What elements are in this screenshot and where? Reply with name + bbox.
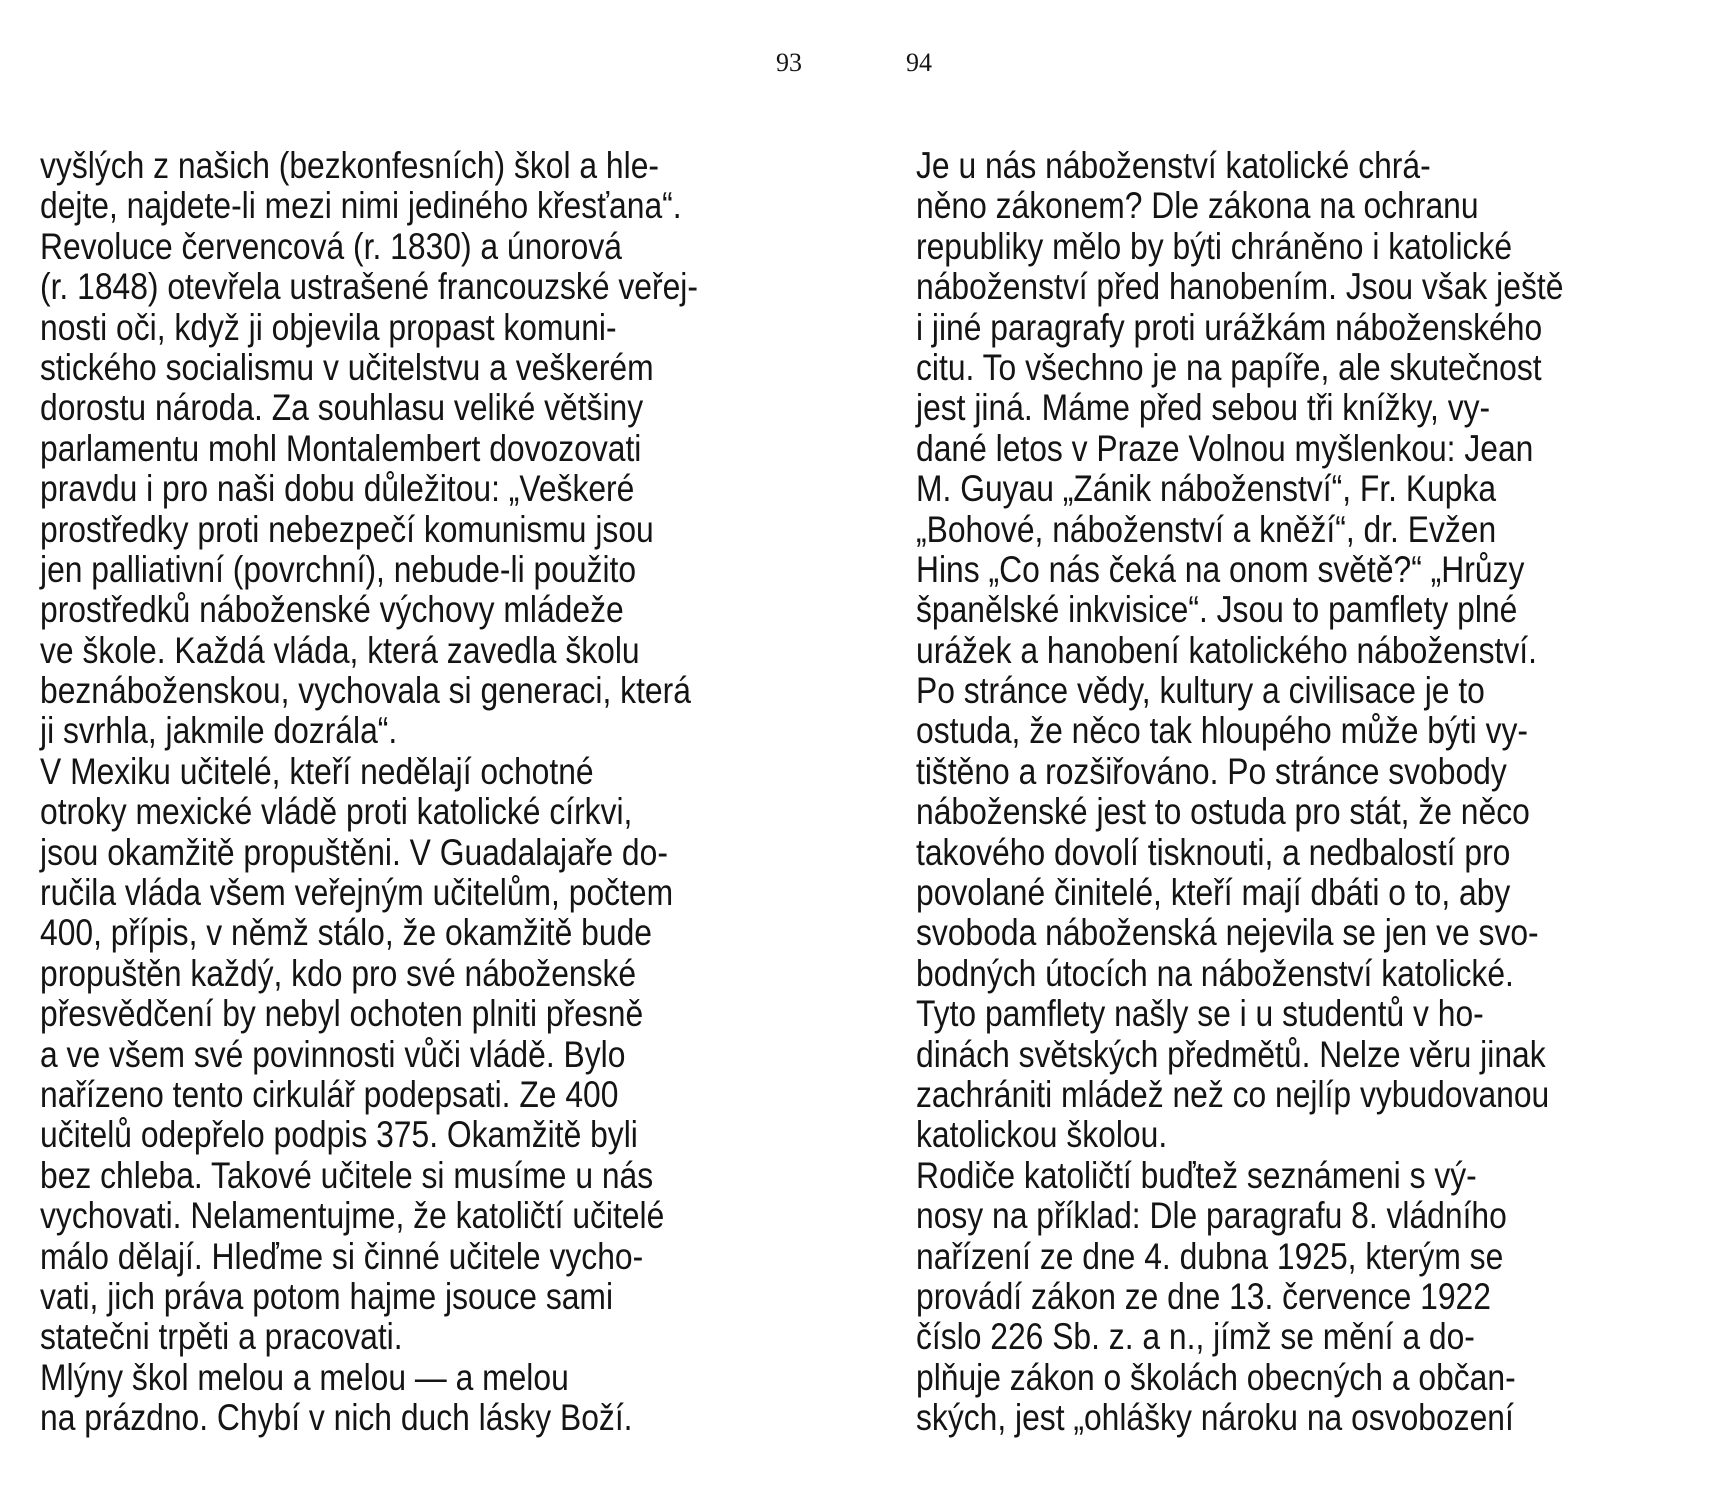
- text-line: povolané činitelé, kteří mají dbáti o to, aby: [916, 872, 1511, 914]
- text-line: tištěno a rozšiřováno. Po stránce svobody: [916, 750, 1507, 792]
- text-line: Hins „Co nás čeká na onom světě?“ „Hrůzy: [916, 548, 1525, 590]
- text-line: takového dovolí tisknouti, a nedbalostí pro: [916, 831, 1511, 873]
- text-line: beznáboženskou, vychovala si generaci, která: [40, 670, 691, 712]
- text-line: dorostu národa. Za souhlasu veliké většiny: [40, 387, 644, 429]
- text-line: jest jiná. Máme před sebou tři knížky, vy-: [916, 387, 1491, 429]
- text-line: i jiné paragrafy proti urážkám náboženského: [916, 306, 1543, 348]
- text-line: Mlýny škol melou a melou — a melou: [40, 1356, 569, 1398]
- text-line: španělské inkvisice“. Jsou to pamflety plné: [916, 589, 1518, 631]
- text-line: Po stránce vědy, kultury a civilisace je to: [916, 670, 1485, 712]
- text-line: číslo 226 Sb. z. a n., jímž se mění a do-: [916, 1316, 1475, 1358]
- text-line: katolickou školou.: [916, 1114, 1168, 1156]
- text-line: nařízeno tento cirkulář podepsati. Ze 400: [40, 1073, 619, 1115]
- text-line: prostředky proti nebezpečí komunismu jsou: [40, 508, 654, 550]
- text-line: svoboda náboženská nejevila se jen ve svo-: [916, 912, 1539, 954]
- text-line: náboženství před hanobením. Jsou však ještě: [916, 266, 1564, 308]
- text-line: M. Guyau „Zánik náboženství“, Fr. Kupka: [916, 468, 1497, 510]
- text-line: plňuje zákon o školách obecných a občan-: [916, 1356, 1516, 1398]
- text-line: ručila vláda všem veřejným učitelům, počtem: [40, 872, 674, 914]
- text-line: Rodiče katoličtí buďtež seznámeni s vý-: [916, 1154, 1477, 1196]
- text-line: náboženské jest to ostuda pro stát, že něco: [916, 791, 1530, 833]
- text-line: bez chleba. Takové učitele si musíme u nás: [40, 1154, 654, 1196]
- text-line: málo dělají. Hleďme si činné učitele vycho-: [40, 1235, 644, 1277]
- text-line: (r. 1848) otevřela ustrašené francouzské veřej-: [40, 266, 698, 308]
- text-line: nařízení ze dne 4. dubna 1925, kterým se: [916, 1235, 1504, 1277]
- text-line: Revoluce červencová (r. 1830) a únorová: [40, 225, 622, 267]
- text-line: „Bohové, náboženství a kněží“, dr. Evžen: [916, 508, 1497, 550]
- left-page-text: [40, 146, 816, 1439]
- text-line: ji svrhla, jakmile dozrála“.: [40, 710, 398, 752]
- text-line: statečni trpěti a pracovati.: [40, 1316, 403, 1358]
- text-line: ských, jest „ohlášky nároku na osvobození: [916, 1397, 1514, 1439]
- text-line: dinách světských předmětů. Nelze věru jinak: [916, 1033, 1546, 1075]
- text-line: ve škole. Každá vláda, která zavedla školu: [40, 629, 640, 671]
- text-line: ostuda, že něco tak hloupého může býti vy-: [916, 710, 1529, 752]
- text-line: 400, přípis, v němž stálo, že okamžitě bude: [40, 912, 652, 954]
- text-line: propuštěn každý, kdo pro své náboženské: [40, 952, 637, 994]
- text-line: parlamentu mohl Montalembert dovozovati: [40, 427, 642, 469]
- text-line: provádí zákon ze dne 13. července 1922: [916, 1275, 1491, 1317]
- text-line: a ve všem své povinnosti vůči vládě. Bylo: [40, 1033, 626, 1075]
- text-line: vyšlých z našich (bezkonfesních) škol a hle-: [40, 145, 659, 186]
- text-line: jen palliativní (povrchní), nebude-li použito: [40, 548, 637, 590]
- text-line: jsou okamžitě propuštěni. V Guadalajaře do-: [40, 831, 668, 873]
- right-page-text: [916, 146, 1702, 1439]
- text-line: nosy na příklad: Dle paragrafu 8. vládního: [916, 1195, 1507, 1237]
- text-line: republiky mělo by býti chráněno i katolické: [916, 225, 1513, 267]
- text-line: něno zákonem? Dle zákona na ochranu: [916, 185, 1479, 227]
- text-line: vati, jich práva potom hajme jsouce sami: [40, 1275, 614, 1317]
- text-line: zachrániti mládež než co nejlíp vybudovanou: [916, 1073, 1550, 1115]
- page-number-right: 94: [906, 48, 932, 77]
- text-line: Je u nás náboženství katolické chrá-: [916, 145, 1431, 186]
- text-line: urážek a hanobení katolického náboženství.: [916, 629, 1537, 671]
- text-line: přesvědčení by nebyl ochoten plniti přesně: [40, 993, 644, 1035]
- text-line: dejte, najdete-li mezi nimi jediného křesťana“.: [40, 185, 682, 227]
- text-line: bodných útocích na náboženství katolické.: [916, 952, 1514, 994]
- text-line: učitelů odepřelo podpis 375. Okamžitě byli: [40, 1114, 638, 1156]
- text-line: stického socialismu v učitelstvu a veškerém: [40, 346, 654, 388]
- text-line: vychovati. Nelamentujme, že katoličtí učitelé: [40, 1195, 665, 1237]
- page-number-left: 93: [776, 48, 802, 77]
- text-line: prostředků náboženské výchovy mládeže: [40, 589, 624, 631]
- text-line: V Mexiku učitelé, kteří nedělají ochotné: [40, 750, 594, 792]
- text-line: nosti oči, když ji objevila propast komuni-: [40, 306, 617, 348]
- text-line: otroky mexické vládě proti katolické církvi,: [40, 791, 633, 833]
- text-line: Tyto pamflety našly se i u studentů v ho-: [916, 993, 1484, 1035]
- text-line: citu. To všechno je na papíře, ale skutečnost: [916, 346, 1542, 388]
- text-line: pravdu i pro naši dobu důležitou: „Veškeré: [40, 468, 635, 510]
- text-line: na prázdno. Chybí v nich duch lásky Boží.: [40, 1397, 633, 1439]
- text-line: dané letos v Praze Volnou myšlenkou: Jean: [916, 427, 1534, 469]
